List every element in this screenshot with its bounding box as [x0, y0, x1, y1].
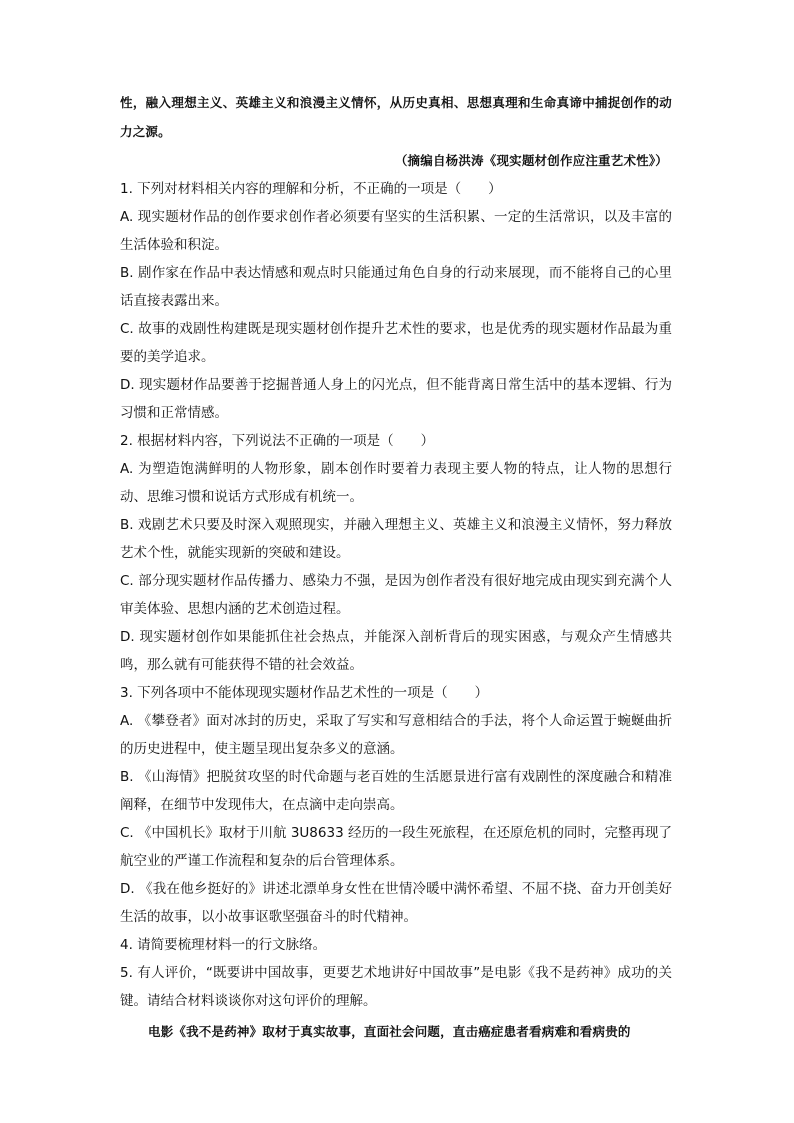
question-2	[120, 427, 672, 679]
option-a: A. 《攀登者》面对冰封的历史，采取了写实和写意相结合的手法，将个人命运置于蜿蜒曲折的历史进程中，使主题呈现出复杂多义的意涵。	[120, 713, 672, 757]
question-1	[120, 175, 672, 427]
option-c: C. 部分现实题材作品传播力、感染力不强，是因为创作者没有很好地完成由现实到充满个人审美体验、思想内涵的艺术创造过程。	[120, 573, 672, 617]
document-page	[120, 88, 672, 1046]
question-3	[120, 679, 672, 931]
option-c: C. 《中国机长》取材于川航 3U8633 经历的一段生死旅程，在还原危机的同时，完整再现了航空业的严谨工作流程和复杂的后台管理体系。	[120, 825, 672, 869]
question-5	[120, 959, 672, 1015]
option-b: B. 《山海情》把脱贫攻坚的时代命题与老百姓的生活愿景进行富有戏剧性的深度融合和精准阐释，在细节中发现伟大，在点滴中走向崇高。	[120, 769, 672, 813]
option-c: C. 故事的戏剧性构建既是现实题材创作提升艺术性的要求，也是优秀的现实题材作品最为重要的美学追求。	[120, 321, 672, 365]
question-stem: 1. 下列对材料相关内容的理解和分析，不正确的一项是（ ）	[120, 181, 502, 197]
question-4	[120, 931, 672, 959]
option-b: B. 剧作家在作品中表达情感和观点时只能通过角色自身的行动来展现，而不能将自己的心里话直接表露出来。	[120, 265, 672, 309]
question-stem: 3. 下列各项中不能体现现实题材作品艺术性的一项是（ ）	[120, 685, 489, 701]
answer-paragraph: 电影《我不是药神》取材于真实故事，直面社会问题，直击癌症患者看病难和看病贵的	[148, 1024, 631, 1039]
option-a: A. 为塑造饱满鲜明的人物形象，剧本创作时要着力表现主要人物的特点，让人物的思想行动、思维习惯和说话方式形成有机统一。	[120, 461, 672, 505]
option-a: A. 现实题材作品的创作要求创作者必须要有坚实的生活积累、一定的生活常识，以及丰富的生活体验和积淀。	[120, 209, 672, 253]
option-d: D. 现实题材创作如果能抓住社会热点，并能深入剖析背后的现实困惑，与观众产生情感共鸣，那么就有可能获得不错的社会效益。	[120, 629, 672, 673]
question-stem: 4. 请简要梳理材料一的行文脉络。	[120, 937, 327, 953]
intro-paragraph: 性，融入理想主义、英雄主义和浪漫主义情怀，从历史真相、思想真理和生命真谛中捕捉创作的动力之源。	[120, 95, 672, 139]
option-d: D. 《我在他乡挺好的》讲述北漂单身女性在世情冷暖中满怀希望、不屈不挠、奋力开创美好生活的故事，以小故事讴歌坚强奋斗的时代精神。	[120, 881, 672, 925]
question-stem: 2. 根据材料内容，下列说法不正确的一项是（ ）	[120, 433, 435, 449]
option-b: B. 戏剧艺术只要及时深入观照现实，并融入理想主义、英雄主义和浪漫主义情怀，努力释放艺术个性，就能实现新的突破和建设。	[120, 517, 672, 561]
question-stem: 5. 有人评价，“既要讲中国故事，更要艺术地讲好中国故事”是电影《我不是药神》成功的关键。请结合材料谈谈你对这句评价的理解。	[120, 965, 672, 1009]
option-d: D. 现实题材作品要善于挖掘普通人身上的闪光点，但不能背离日常生活中的基本逻辑、行为习惯和正常情感。	[120, 377, 672, 421]
source-note: （摘编自杨洪涛《现实题材创作应注重艺术性》）	[394, 153, 668, 168]
